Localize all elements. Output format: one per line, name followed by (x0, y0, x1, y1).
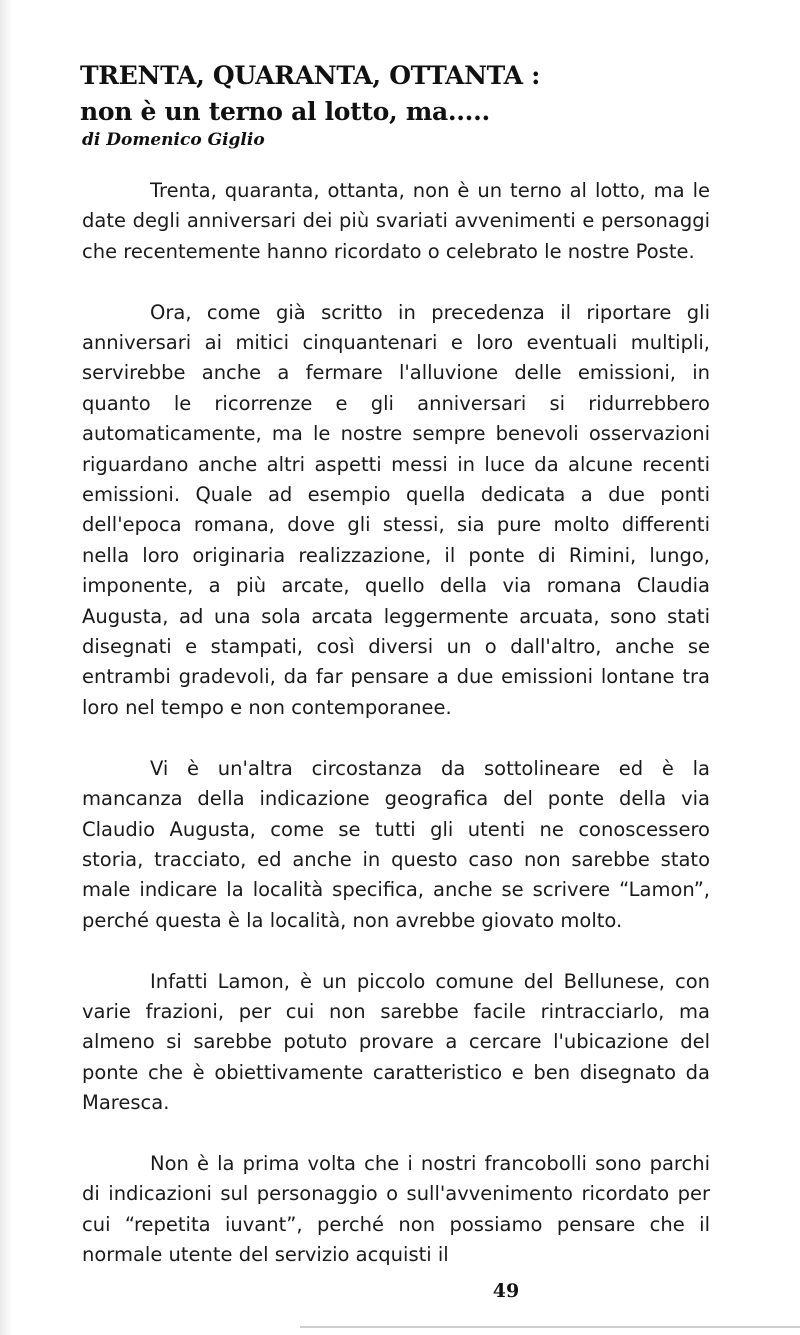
page-edge-shadow (0, 0, 12, 1335)
page-number: 49 (492, 1280, 520, 1302)
paragraph-5: Non è la prima volta che i nostri francobolli sono parchi di indicazioni sul personaggio o sull'avvenimento ricordato per cui “repetita iuvant”, perché non possiamo pensare che il normale utente del servizio acquisti il (82, 1151, 710, 1267)
page-bottom-rule (300, 1326, 800, 1328)
article-title-line-2: non è un terno al lotto, ma..... (80, 97, 490, 126)
paragraph-4: Infatti Lamon, è un piccolo comune del Bellunese, con varie frazioni, per cui non sarebbe facile rintracciarlo, ma almeno si sarebbe potuto provare a cercare l'ubicazione del ponte che è obiettivamente caratteristico e ben disegnato da Maresca. (82, 969, 710, 1115)
article-title (80, 58, 740, 130)
article-title-line-1: TRENTA, QUARANTA, OTTANTA : (80, 61, 541, 90)
paragraph-3: Vi è un'altra circostanza da sottolineare ed è la mancanza della indicazione geografica del ponte della via Claudio Augusta, come se tutti gli utenti ne conoscessero storia, tracciato, ed anche in questo caso non sarebbe stato male indicare la località specifica, anche se scrivere “Lamon”, perché questa è la località, non avrebbe giovato molto. (82, 756, 710, 932)
paragraph-2: Ora, come già scritto in precedenza il riportare gli anniversari ai mitici cinquantenari e loro eventuali multipli, servirebbe anche a fermare l'alluvione delle emissioni, in quanto le ricorrenze e gli anniversari si ridurrebbero automaticamente, ma le nostre sempre benevoli osservazioni riguardano anche altri aspetti messi in luce da alcune recenti emissioni. Quale ad esempio quella dedicata a due ponti dell'epoca romana, dove gli stessi, sia pure molto differenti nella loro originaria realizzazione, il ponte di Rimini, lungo, imponente, a più arcate, quello della via romana Claudia Augusta, ad una sola arcata leggermente arcuata, sono stati disegnati e stampati, così diversi un o dall'altro, anche se entrambi gradevoli, da far pensare a due emissioni lontane tra loro nel tempo e non contemporanee. (82, 300, 710, 719)
article-byline: di Domenico Giglio (82, 130, 265, 150)
article-body (82, 176, 710, 1301)
paragraph-1: Trenta, quaranta, ottanta, non è un terno al lotto, ma le date degli anniversari dei più svariati avvenimenti e personaggi che recentemente hanno ricordato o celebrato le nostre Poste. (82, 179, 710, 263)
